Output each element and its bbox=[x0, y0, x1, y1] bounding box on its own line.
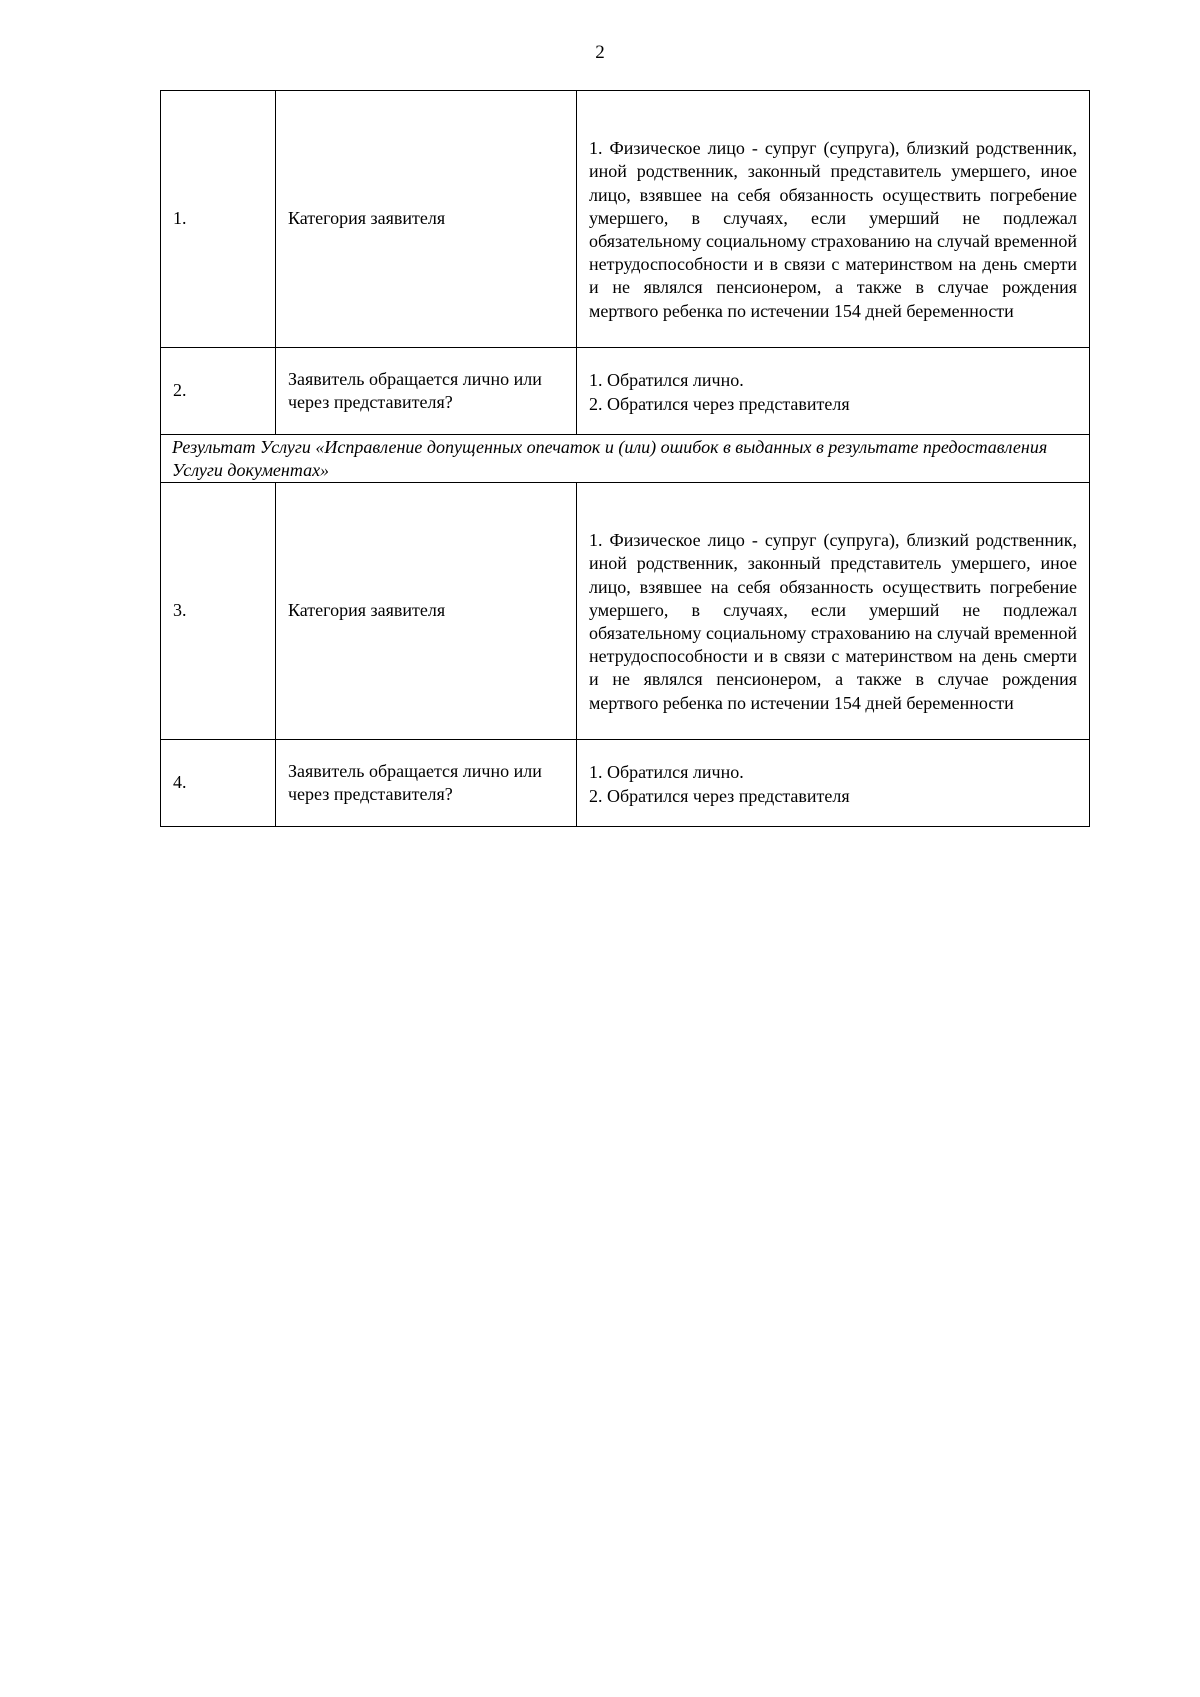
table-row bbox=[161, 91, 1090, 348]
page-number: 2 bbox=[595, 42, 605, 63]
section-heading-row bbox=[161, 435, 1090, 483]
row-label bbox=[276, 348, 577, 435]
table-row bbox=[161, 348, 1090, 435]
row-value-text: 1. Физическое лицо - супруг (супруга), близкий родственник, иной родственник, законный представитель умершего, иное лицо, взявшее на себя обязанность осуществить погребение умершего, в случаях, если умерший не подлежал обязательному социальному страхованию на случай временной нетрудоспособности и в связи с материнством на день смерти и не являлся пенсионером, а также в случае рождения мертвого ребенка по истечении 154 дней беременности bbox=[589, 530, 1077, 713]
option-item: 2. Обратился через представителя bbox=[589, 393, 850, 414]
row-number: 4. bbox=[161, 740, 276, 827]
option-list bbox=[589, 366, 1077, 415]
row-label-text: Заявитель обращается лично или через представителя? bbox=[288, 760, 542, 804]
row-value bbox=[577, 348, 1090, 435]
row-value bbox=[577, 91, 1090, 348]
row-label-text: Категория заявителя bbox=[288, 600, 446, 621]
row-label bbox=[276, 740, 577, 827]
criteria-table bbox=[160, 90, 1090, 827]
row-label bbox=[276, 91, 577, 348]
row-value-text: 1. Физическое лицо - супруг (супруга), близкий родственник, иной родственник, законный представитель умершего, иное лицо, взявшее на себя обязанность осуществить погребение умершего, в случаях, если умерший не подлежал обязательному социальному страхованию на случай временной нетрудоспособности и в связи с материнством на день смерти и не являлся пенсионером, а также в случае рождения мертвого ребенка по истечении 154 дней беременности bbox=[589, 138, 1077, 321]
option-item: 2. Обратился через представителя bbox=[589, 785, 850, 806]
table-row bbox=[161, 740, 1090, 827]
option-item: 1. Обратился лично. bbox=[589, 762, 744, 783]
row-number: 1. bbox=[161, 91, 276, 348]
section-heading: Результат Услуги «Исправление допущенных опечаток и (или) ошибок в выданных в результате предоставления Услуги документах» bbox=[161, 435, 1090, 483]
row-value bbox=[577, 483, 1090, 740]
option-item: 1. Обратился лично. bbox=[589, 370, 744, 391]
row-label-text: Категория заявителя bbox=[288, 208, 446, 229]
row-label-text: Заявитель обращается лично или через представителя? bbox=[288, 368, 542, 412]
row-number: 2. bbox=[161, 348, 276, 435]
option-list bbox=[589, 758, 1077, 807]
row-value bbox=[577, 740, 1090, 827]
row-number: 3. bbox=[161, 483, 276, 740]
row-label bbox=[276, 483, 577, 740]
table-row bbox=[161, 483, 1090, 740]
